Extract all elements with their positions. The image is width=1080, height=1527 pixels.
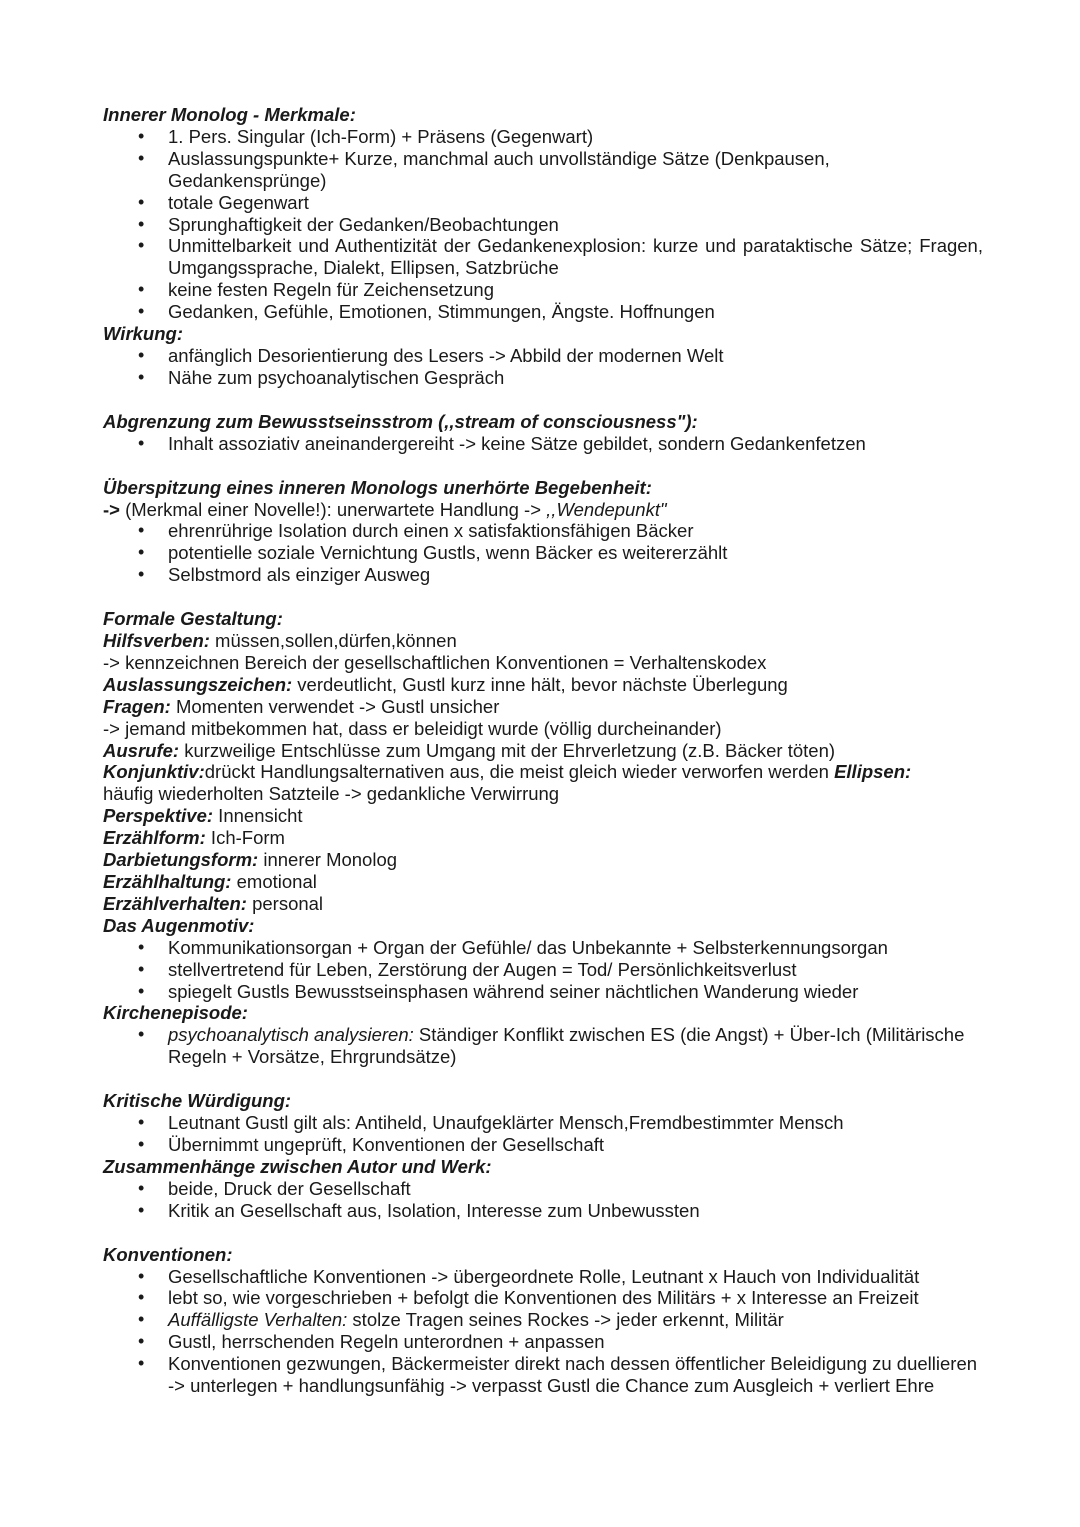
list-item: • totale Gegenwart (103, 192, 983, 214)
list-item: • Selbstmord als einziger Ausweg (103, 564, 983, 586)
heading-konventionen: Konventionen: (103, 1243, 233, 1265)
list-item: • Leutnant Gustl gilt als: Antiheld, Unaufgeklärter Mensch,Fremdbestimmter Mensch (103, 1112, 983, 1134)
fragen-line: Fragen: Momenten verwendet -> Gustl unsicher (103, 695, 500, 717)
haltung-line: Erzählhaltung: emotional (103, 871, 317, 892)
list-ueberspitzung (103, 520, 983, 586)
heading-abgrenzung: Abgrenzung zum Bewusstseinsstrom (,,stream of consciousness"): (103, 410, 698, 432)
list-augenmotiv (103, 937, 983, 1003)
list-monolog-merkmale (103, 126, 983, 323)
heading-wirkung: Wirkung: (103, 323, 183, 345)
list-autor-werk (103, 1178, 983, 1222)
darbietung-line: Darbietungsform: innerer Monolog (103, 849, 398, 871)
heading-formale-gestaltung: Formale Gestaltung: (103, 608, 283, 630)
list-item: • Nähe zum psychoanalytischen Gespräch (103, 367, 983, 389)
list-item: • beide, Druck der Gesellschaft (103, 1178, 983, 1200)
ellipsen-text: häufig wiederholten Satzteile -> gedankliche Verwirrung (103, 783, 560, 805)
list-item: • psychoanalytisch analysieren: Ständiger Konflikt zwischen ES (die Angst) + Über-Ich (Militärische Regeln + Vorsätze, Ehrgrundsätze) (103, 1024, 983, 1068)
list-item: • Kritik an Gesellschaft aus, Isolation, Interesse zum Unbewussten (103, 1200, 983, 1222)
list-kritik (103, 1112, 983, 1156)
perspektive-line: Perspektive: Innensicht (103, 805, 303, 827)
fragen-note: -> jemand mitbekommen hat, dass er beleidigt wurde (völlig durcheinander) (103, 717, 722, 739)
list-item: • Auslassungspunkte+ Kurze, manchmal auch unvollständige Sätze (Denkpausen, Gedankensprünge) (103, 148, 983, 192)
list-item: • keine festen Regeln für Zeichensetzung (103, 279, 983, 301)
heading-kirchenepisode: Kirchenepisode: (103, 1002, 248, 1024)
list-item: • Sprunghaftigkeit der Gedanken/Beobachtungen (103, 214, 983, 236)
konjunktiv-line: Konjunktiv:drückt Handlungsalternativen aus, die meist gleich wieder verworfen werden Ellipsen: (103, 761, 912, 783)
heading-augenmotiv: Das Augenmotiv: (103, 914, 255, 936)
hilfsverben-note: -> kennzeichnen Bereich der gesellschaftlichen Konventionen = Verhaltenskodex (103, 651, 767, 673)
list-item: • lebt so, wie vorgeschrieben + befolgt die Konventionen des Militärs + x Interesse an Freizeit (103, 1287, 983, 1309)
list-item: • anfänglich Desorientierung des Lesers -> Abbild der modernen Welt (103, 345, 983, 367)
heading-ueberspitzung: Überspitzung eines inneren Monologs unerhörte Begebenheit: (103, 476, 652, 498)
document-page (103, 104, 983, 1397)
heading-kritische-wuerdigung: Kritische Würdigung: (103, 1090, 292, 1112)
list-kirchenepisode (103, 1024, 983, 1068)
konventionen-note: -> unterlegen + handlungsunfähig -> verpasst Gustl die Chance zum Ausgleich + verliert Ehre (168, 1375, 935, 1397)
list-item: • Gesellschaftliche Konventionen -> übergeordnete Rolle, Leutnant x Hauch von Individualität (103, 1266, 983, 1288)
heading-innerer-monolog: Innerer Monolog - Merkmale: (103, 104, 356, 125)
arrow: -> (103, 498, 120, 520)
list-item: • Gustl, herrschenden Regeln unterordnen + anpassen (103, 1331, 983, 1353)
ausrufe-line: Ausrufe: kurzweilige Entschlüsse zum Umgang mit der Ehrverletzung (z.B. Bäcker töten) (103, 739, 836, 761)
list-item: • Unmittelbarkeit und Authentizität der Gedankenexplosion: kurze und parataktische Sätze; Fragen, Umgangssprache, Dialekt, Ellipsen, Satzbrüche (103, 235, 983, 279)
list-item: • stellvertretend für Leben, Zerstörung der Augen = Tod/ Persönlichkeitsverlust (103, 959, 983, 981)
list-item: • Kommunikationsorgan + Organ der Gefühle/ das Unbekannte + Selbsterkennungsorgan (103, 937, 983, 959)
verhalten-line: Erzählverhalten: personal (103, 892, 324, 914)
heading-autor-werk: Zusammenhänge zwischen Autor und Werk: (103, 1155, 492, 1177)
list-abgrenzung (103, 433, 983, 455)
list-item: • Konventionen gezwungen, Bäckermeister direkt nach dessen öffentlicher Beleidigung zu duellieren (103, 1353, 983, 1375)
list-konventionen (103, 1266, 983, 1376)
list-item: • 1. Pers. Singular (Ich-Form) + Präsens (Gegenwart) (103, 126, 983, 148)
list-item: • Übernimmt ungeprüft, Konventionen der Gesellschaft (103, 1134, 983, 1156)
list-item: • Gedanken, Gefühle, Emotionen, Stimmungen, Ängste. Hoffnungen (103, 301, 983, 323)
list-item: • Inhalt assoziativ aneinandergereiht -> keine Sätze gebildet, sondern Gedankenfetzen (103, 433, 983, 455)
hilfsverben-line: Hilfsverben: müssen,sollen,dürfen,können (103, 630, 457, 652)
erzaehlform-line: Erzählform: Ich-Form (103, 827, 285, 849)
list-item: • ehrenrührige Isolation durch einen x satisfaktionsfähigen Bäcker (103, 520, 983, 542)
auslassung-line: Auslassungszeichen: verdeutlicht, Gustl kurz inne hält, bevor nächste Überlegung (103, 673, 788, 695)
list-item: • spiegelt Gustls Bewusstseinsphasen während seiner nächtlichen Wanderung wieder (103, 981, 983, 1003)
list-item: • potentielle soziale Vernichtung Gustls, wenn Bäcker es weitererzählt (103, 542, 983, 564)
ueberspitzung-line: -> (Merkmal einer Novelle!): unerwartete Handlung -> ,,Wendepunkt" (103, 498, 667, 520)
list-item: • Auffälligste Verhalten: stolze Tragen seines Rockes -> jeder erkennt, Militär (103, 1309, 983, 1331)
list-wirkung (103, 345, 983, 389)
